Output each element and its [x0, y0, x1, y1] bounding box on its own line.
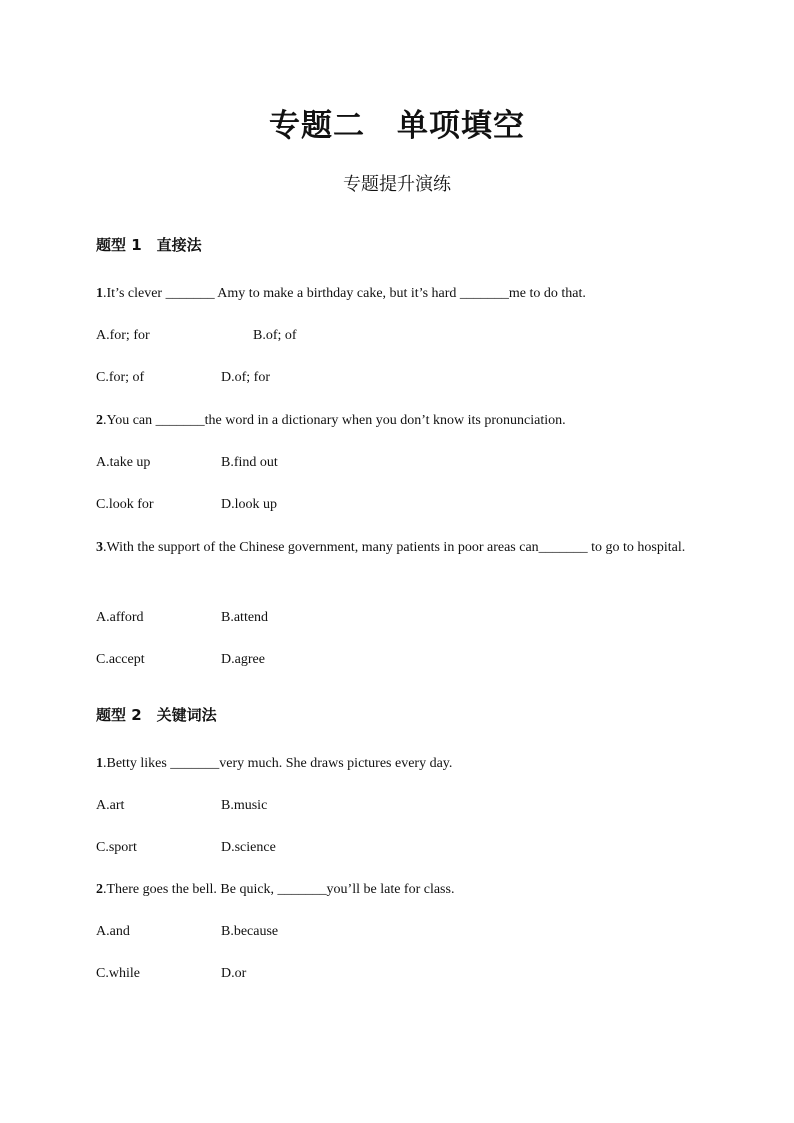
option-b: B.music [221, 798, 268, 813]
options-row-cd [96, 966, 247, 982]
question-text: .With the support of the Chinese government, many patients in poor areas can_______ to go to hospital. [103, 540, 686, 555]
options-row-ab [96, 798, 268, 814]
page-title: 专题二 单项填空 [269, 108, 525, 144]
option-b: B.because [221, 924, 279, 939]
options-row-ab [96, 455, 278, 471]
question-text: .You can _______the word in a dictionary when you don’t know its pronunciation. [103, 413, 566, 428]
options-row-cd [96, 652, 265, 668]
question-1-1 [96, 286, 586, 302]
options-row-cd [96, 840, 276, 856]
option-c: C.look for [96, 497, 154, 512]
options-row-ab [96, 328, 297, 344]
option-d: D.or [221, 966, 247, 981]
question-1-3 [96, 533, 688, 562]
option-b: B.of; of [253, 328, 297, 343]
options-row-ab [96, 610, 269, 626]
option-c: C.for; of [96, 370, 145, 385]
question-number: 2 [96, 413, 103, 428]
question-text: .There goes the bell. Be quick, _______you’ll be late for class. [103, 882, 455, 897]
option-a: A.and [96, 924, 130, 939]
option-a: A.afford [96, 610, 144, 625]
option-d: D.agree [221, 652, 265, 667]
option-c: C.accept [96, 652, 145, 667]
question-2-1 [96, 756, 452, 772]
options-row-cd [96, 497, 277, 513]
option-a: A.art [96, 798, 125, 813]
question-number: 1 [96, 286, 103, 301]
question-number: 3 [96, 540, 103, 555]
option-d: D.science [221, 840, 276, 855]
option-a: A.for; for [96, 328, 150, 343]
option-c: C.while [96, 966, 140, 981]
question-number: 2 [96, 882, 103, 897]
option-b: B.find out [221, 455, 278, 470]
option-d: D.of; for [221, 370, 270, 385]
question-text: .Betty likes _______very much. She draws pictures every day. [103, 756, 453, 771]
section-heading-1: 题型 1 直接法 [96, 236, 202, 254]
options-row-ab [96, 924, 279, 940]
options-row-cd [96, 370, 270, 386]
section-heading-2: 题型 2 关键词法 [96, 706, 217, 724]
option-d: D.look up [221, 497, 277, 512]
option-a: A.take up [96, 455, 151, 470]
question-1-2 [96, 413, 566, 429]
question-text: .It’s clever _______ Amy to make a birthday cake, but it’s hard _______me to do that. [103, 286, 586, 301]
question-2-2 [96, 882, 454, 898]
question-number: 1 [96, 756, 103, 771]
page-subtitle: 专题提升演练 [343, 174, 451, 195]
option-b: B.attend [221, 610, 269, 625]
option-c: C.sport [96, 840, 137, 855]
